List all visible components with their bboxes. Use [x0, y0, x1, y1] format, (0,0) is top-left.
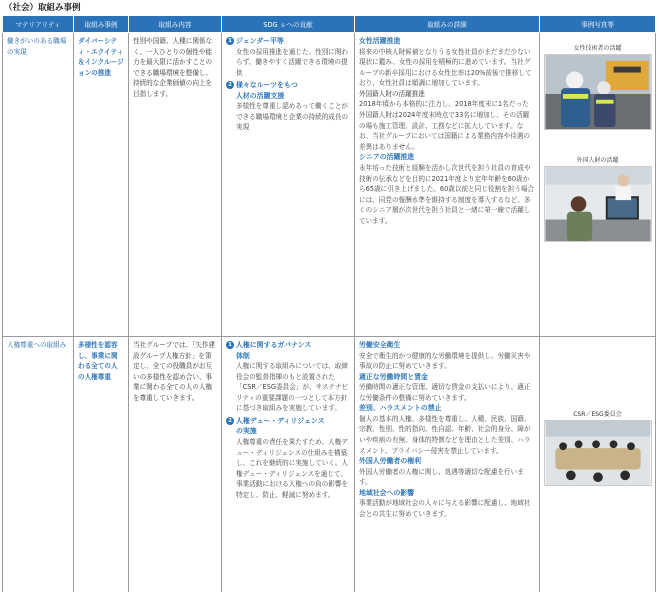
detail-title: 外国人労働者の権利 [359, 457, 422, 466]
sdg-item [226, 340, 350, 414]
detail-body: 2018年頃から本格的に注力し、2018年度末に1名だった外国籍人財は2024年度末時点で33名に増加し、その活躍の場も施工管理、設計、工務などに拡大しています。なお、当社グループにおいては国籍による業務内容や待遇の差異はありません。 [359, 100, 530, 151]
detail-title: 差別、ハラスメントの禁止 [359, 404, 442, 413]
table-header-row [3, 16, 656, 33]
sdg-body: 人権尊重の責任を果たすため、人権デュー・ディリジェンスの仕組みを構築し、これを継続的に実施していく。人権デュー・ディリジェンスを通じて、事業活動における人権への負の影響を特定し、防止、軽減に努めます。 [236, 437, 349, 499]
detail-title: 地域社会への影響 [359, 488, 415, 497]
photo-caption: CSR／ESG委員会 [573, 411, 622, 418]
content-cell: 性別や国籍、人種に関係なく、一人ひとりの個性や能力を最大限に活かすことのできる職場環境を整備し、持続的な企業価値の向上を目指します。 [129, 33, 222, 337]
sdg-item [226, 416, 350, 501]
case-cell: ダイバーシティ・エクイティ＆インクルージョンの推進 [74, 33, 129, 337]
detail-cell [355, 337, 540, 592]
detail-title: 適正な労働時間と賃金 [359, 372, 428, 381]
photo-caption: 外国人財の活躍 [576, 157, 619, 164]
sdg-title: 人権に関するガバナンス [236, 341, 312, 349]
construction-workers-photo [544, 54, 652, 130]
sdg-subtitle: 体制 [236, 351, 250, 360]
detail-body: 労働時間の適正な管理、適切な賃金の支払いにより、適正な労働条件の整備に努めていきます。 [359, 383, 531, 402]
office-workers-photo [544, 166, 652, 242]
photo-cell [540, 33, 656, 337]
materiality-cell: 人権尊重への取組み [3, 337, 74, 592]
detail-title: シニアの活躍推進 [359, 153, 415, 162]
sdg-title: ジェンダー平等 [236, 37, 284, 45]
detail-title: 労働安全衛生 [359, 341, 401, 349]
content-cell: 当社グループでは、「矢作建設グループ人権方針」を策定し、全ての役職員がお互いの多様性を認め合い、事業に関わる全ての人の人権を尊重していきます。 [129, 337, 222, 592]
number-badge-icon: 1 [226, 341, 234, 349]
number-badge-icon: 2 [226, 81, 234, 89]
sdg-body: 女性の採用推進を通じた、性別に関わらず、働きやすく活躍できる環境の提供 [236, 47, 349, 77]
sdg-cell [222, 33, 355, 337]
photo-caption: 女性技術者の活躍 [573, 45, 622, 52]
number-badge-icon: 2 [226, 417, 234, 425]
detail-subtitle: 外国籍人財の活躍推進 [359, 89, 425, 98]
header-content: 取組み内容 [129, 16, 222, 33]
header-photo: 事例写真等 [540, 16, 656, 33]
meeting-room-photo [544, 420, 652, 486]
detail-body: 永年培った技術と経験を活かし次世代を担う社員の育成や技術の伝承などを目的に2021年度より定年年齢を60歳から65歳に引き上げました。60歳以前と同じ役割を担う場合には、同党の報酬水準を維持する制度を導入するなど、多くのシニア層が次世代を担う社員と一緒に第一線で活躍しています。 [359, 163, 535, 225]
sdg-title: 人権デュー・ディリジェンス [236, 416, 325, 425]
sdg-body: 人権に関する取組みについては、取締役会の監督指揮のもと設置された「CSR／ESG委員会」が、サステナビリティの重要課題の一つとして本方針に基づき取組みを実施しています。 [236, 362, 349, 413]
sdg-cell [222, 337, 355, 592]
initiatives-table [2, 15, 656, 592]
detail-cell [355, 33, 540, 337]
header-materiality: マテリアリティ [3, 16, 74, 33]
detail-title: 女性活躍推進 [359, 37, 401, 45]
sdg-item [226, 80, 350, 133]
header-sdg: SDG ｓへの貢献 [222, 16, 355, 33]
case-cell: 多様性を認容し、事業に関わる全ての人の人権尊重 [74, 337, 129, 592]
detail-body: 外国人労働者の人権に関し、処遇等適切な配慮を行います。 [359, 467, 524, 487]
number-badge-icon: 1 [226, 37, 234, 45]
sdg-body: 多様性を尊重し認めあって働くことができる職場環境と企業の持続的成長の実現 [236, 102, 349, 132]
table-row [3, 337, 656, 592]
page-title: （社会）取組み事例 [4, 3, 81, 13]
table-row [3, 33, 656, 337]
detail-body: 将来の中核人財候補となりうる女性社員がまだまだ少ない現状に鑑み、女性の採用を積極的に進めています。当社グループの新卒採用における女性比率は20%前後で推移しており、女性社員は順調に増加しています。 [359, 47, 532, 88]
detail-body: 事業活動が地域社会の人々に与える影響に配慮し、地域社会との共生に努めていきます。 [359, 499, 531, 519]
materiality-cell: 働きがいのある職場の実現 [3, 33, 74, 337]
sdg-title: 様々なルーツをもつ [236, 81, 298, 90]
detail-body: 個人の基本的人権、多様性を尊重し、人種、民族、国籍、宗教、性別、性的指向、性自認、年齢、社会的身分、障がいや疾病の有無、身体的特徴などを理由とした差別、ハラスメント、プライバシー侵害を禁止しています。 [359, 414, 531, 455]
photo-cell [540, 337, 656, 592]
header-detail: 取組みの詳細 [355, 16, 540, 33]
sdg-subtitle: 人材の活躍支援 [236, 91, 285, 100]
detail-body: 安全で衛生的かつ健康的な労働環境を提供し、労働災害や事故の防止に努めていきます。 [359, 351, 531, 371]
sdg-item [226, 36, 350, 78]
sdg-subtitle: の実施 [236, 427, 257, 436]
header-case: 取組み事例 [74, 16, 129, 33]
